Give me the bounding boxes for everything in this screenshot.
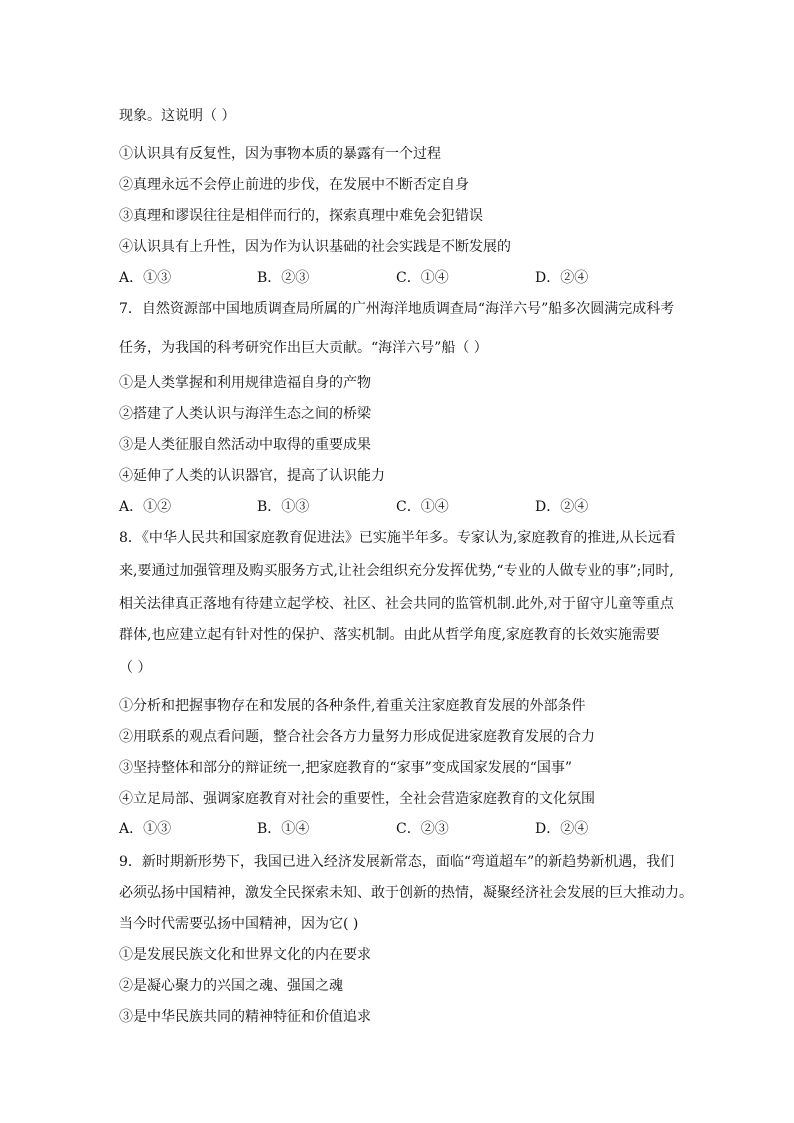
q8-answer-blank: （ ） (119, 660, 152, 676)
q7-option-3: ③是人类征服自然活动中取得的重要成果 (119, 437, 371, 453)
q8-option-3: ③坚持整体和部分的辩证统一,把家庭教育的“家事”变成国家发展的“国事” (119, 760, 573, 776)
q9-option-1: ①是发展民族文化和世界文化的内在要求 (119, 947, 371, 963)
q7-stem-line-2: 任务，为我国的科考研究作出巨大贡献。“海洋六号”船（ ） (119, 340, 488, 356)
q9-stem-line-1: 9．新时期新形势下，我国已进入经济发展新常态，面临“弯道超车”的新趋势新机遇，我们 (119, 854, 675, 870)
q7-choice-b: B．①③ (257, 499, 310, 515)
q8-choice-c: C．②③ (396, 821, 449, 837)
q6-option-4: ④认识具有上升性，因为作为认识基础的社会实践是不断发展的 (119, 239, 511, 255)
q8-option-4: ④立足局部、强调家庭教育对社会的重要性，全社会营造家庭教育的文化氛围 (119, 791, 595, 807)
q6-choice-a: A．①③ (119, 270, 172, 286)
q8-choice-d: D．②④ (535, 821, 589, 837)
q9-stem-line-3: 当今时代需要弘扬中国精神，因为它( ) (119, 916, 359, 932)
q9-option-2: ②是凝心聚力的兴国之魂、强国之魂 (119, 978, 343, 994)
q8-option-1: ①分析和把握事物存在和发展的各种条件,着重关注家庭教育发展的外部条件 (119, 698, 586, 714)
q8-stem-line-4: 群体,也应建立起有针对性的保护、落实机制。由此从哲学角度,家庭教育的长效实施需要 (119, 627, 660, 643)
q7-choice-a: A．①② (119, 499, 172, 515)
q9-option-3: ③是中华民族共同的精神特征和价值追求 (119, 1009, 371, 1025)
q7-choice-c: C．①④ (396, 499, 449, 515)
q7-option-2: ②搭建了人类认识与海洋生态之间的桥梁 (119, 406, 371, 422)
q6-stem-tail: 现象。这说明（ ） (119, 108, 236, 124)
q7-option-1: ①是人类掌握和利用规律造福自身的产物 (119, 375, 371, 391)
q6-option-1: ①认识具有反复性，因为事物本质的暴露有一个过程 (119, 146, 441, 162)
q6-choice-b: B．②③ (257, 270, 310, 286)
q8-stem-line-1: 8．《中华人民共和国家庭教育促进法》已实施半年多。专家认为,家庭教育的推进,从长远看 (119, 530, 676, 546)
q7-stem-line-1: 7．自然资源部中国地质调查局所属的广州海洋地质调查局“海洋六号”船多次圆满完成科考 (119, 301, 675, 317)
q7-choice-d: D．②④ (535, 499, 589, 515)
q8-option-2: ②用联系的观点看问题，整合社会各方力量努力形成促进家庭教育发展的合力 (119, 729, 595, 745)
q6-option-2: ②真理永远不会停止前进的步伐，在发展中不断否定自身 (119, 177, 469, 193)
q8-stem-line-2: 来,要通过加强管理及购买服务方式,让社会组织充分发挥优势,“专业的人做专业的事”;同时, (119, 563, 674, 579)
q7-option-4: ④延伸了人类的认识器官，提高了认识能力 (119, 468, 385, 484)
q6-choice-d: D．②④ (535, 270, 589, 286)
q8-stem-line-3: 相关法律真正落地有待建立起学校、社区、社会共同的监管机制.此外,对于留守儿童等重点 (119, 596, 674, 612)
q6-choice-c: C．①④ (396, 270, 449, 286)
q8-choice-b: B．①④ (257, 821, 310, 837)
q8-choice-a: A．①③ (119, 821, 172, 837)
q9-stem-line-2: 必须弘扬中国精神，激发全民探索未知、敢于创新的热情，凝聚经济社会发展的巨大推动力。 (119, 885, 693, 901)
q6-option-3: ③真理和谬误往往是相伴而行的，探索真理中难免会犯错误 (119, 208, 483, 224)
